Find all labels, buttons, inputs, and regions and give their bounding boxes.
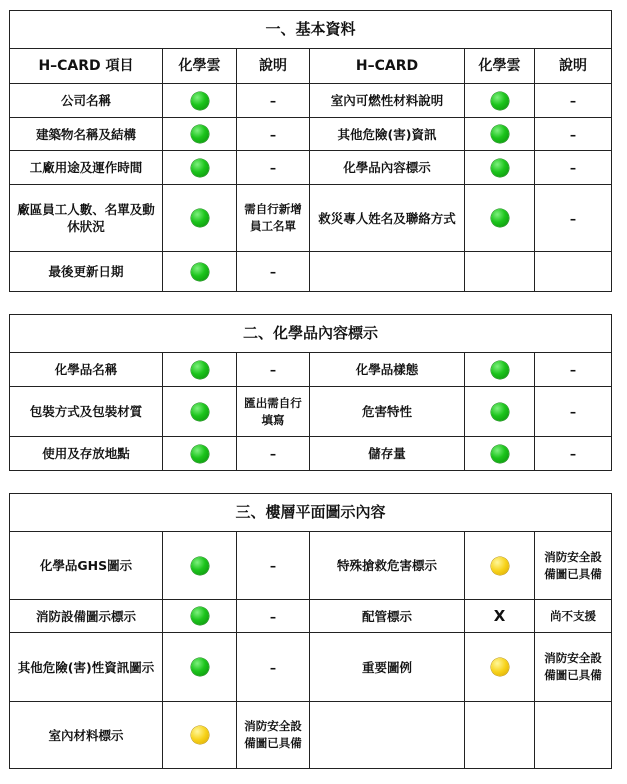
note-cell: –: [237, 437, 310, 471]
table-row: [10, 151, 612, 185]
item-label: 建築物名稱及結構: [10, 118, 163, 151]
status-cell: [163, 600, 237, 633]
green-status-icon: [191, 361, 209, 379]
status-cell: [465, 437, 535, 471]
note-cell: 消防安全設備圖已具備: [237, 702, 310, 769]
note-cell: –: [237, 353, 310, 387]
item-label: 配管標示: [310, 600, 465, 633]
header-chemcloud: 化學雲: [465, 49, 535, 84]
header-description: 說明: [535, 49, 612, 84]
green-status-icon: [191, 445, 209, 463]
table-row: [10, 185, 612, 252]
status-cell: [465, 633, 535, 702]
note-cell: –: [237, 84, 310, 118]
table-row: [10, 387, 612, 437]
header-hcard-item: H–CARD 項目: [10, 49, 163, 84]
note-cell: 尚不支援: [535, 600, 612, 633]
green-status-icon: [191, 403, 209, 421]
status-cell: [465, 353, 535, 387]
table-row: [10, 84, 612, 118]
green-status-icon: [491, 159, 509, 177]
empty-cell: [465, 252, 535, 292]
item-label: 救災專人姓名及聯絡方式: [310, 185, 465, 252]
green-status-icon: [491, 445, 509, 463]
item-label: 包裝方式及包裝材質: [10, 387, 163, 437]
note-cell: –: [535, 151, 612, 185]
section-title: 一、基本資料: [10, 11, 612, 49]
table-row: [10, 600, 612, 633]
status-cell: [465, 151, 535, 185]
item-label: 室內材料標示: [10, 702, 163, 769]
table-row: [10, 702, 612, 769]
note-cell: –: [535, 84, 612, 118]
section-title: 三、樓層平面圖示內容: [10, 494, 612, 532]
green-status-icon: [191, 557, 209, 575]
item-label: 工廠用途及運作時間: [10, 151, 163, 185]
green-status-icon: [191, 159, 209, 177]
status-cell: [465, 387, 535, 437]
item-label: 化學品名稱: [10, 353, 163, 387]
section-basic-info: [9, 10, 612, 292]
item-label: 特殊搶救危害標示: [310, 532, 465, 600]
item-label: 使用及存放地點: [10, 437, 163, 471]
note-cell: –: [535, 353, 612, 387]
status-cell: [465, 600, 535, 633]
empty-cell: [310, 702, 465, 769]
table-row: [10, 437, 612, 471]
empty-cell: [535, 702, 612, 769]
table-row: [10, 353, 612, 387]
table-row: [10, 633, 612, 702]
status-cell: [163, 702, 237, 769]
yellow-status-icon: [491, 658, 509, 676]
section-title: 二、化學品內容標示: [10, 315, 612, 353]
green-status-icon: [491, 125, 509, 143]
green-status-icon: [491, 209, 509, 227]
header-chemcloud: 化學雲: [163, 49, 237, 84]
yellow-status-icon: [191, 726, 209, 744]
table-row: [10, 118, 612, 151]
table-row: [10, 252, 612, 292]
status-cell: [163, 118, 237, 151]
note-cell: –: [237, 600, 310, 633]
green-status-icon: [191, 263, 209, 281]
yellow-status-icon: [491, 557, 509, 575]
item-label: 化學品GHS圖示: [10, 532, 163, 600]
item-label: 其他危險(害)資訊: [310, 118, 465, 151]
item-label: 公司名稱: [10, 84, 163, 118]
green-status-icon: [491, 92, 509, 110]
item-label: 重要圖例: [310, 633, 465, 702]
green-status-icon: [191, 125, 209, 143]
status-cell: [163, 437, 237, 471]
status-cell: [465, 185, 535, 252]
status-cell: [163, 84, 237, 118]
status-cell: [163, 387, 237, 437]
status-cell: [163, 185, 237, 252]
empty-cell: [465, 702, 535, 769]
item-label: 其他危險(害)性資訊圖示: [10, 633, 163, 702]
status-cell: [163, 353, 237, 387]
note-cell: –: [237, 118, 310, 151]
status-cell: [465, 118, 535, 151]
note-cell: –: [535, 185, 612, 252]
header-hcard: H–CARD: [310, 49, 465, 84]
note-cell: –: [237, 252, 310, 292]
section-chemical-labeling: [9, 314, 612, 471]
note-cell: –: [535, 437, 612, 471]
green-status-icon: [191, 607, 209, 625]
note-cell: –: [237, 532, 310, 600]
item-label: 化學品樣態: [310, 353, 465, 387]
status-cell: [163, 532, 237, 600]
status-cell: [465, 84, 535, 118]
note-cell: 消防安全設備圖已具備: [535, 532, 612, 600]
green-status-icon: [491, 403, 509, 421]
item-label: 廠區員工人數、名單及動休狀況: [10, 185, 163, 252]
item-label: 危害特性: [310, 387, 465, 437]
green-status-icon: [191, 209, 209, 227]
note-cell: –: [535, 387, 612, 437]
note-cell: –: [535, 118, 612, 151]
status-cell: [465, 532, 535, 600]
section-floor-plan: [9, 493, 612, 769]
note-cell: 需自行新增員工名單: [237, 185, 310, 252]
green-status-icon: [191, 92, 209, 110]
item-label: 儲存量: [310, 437, 465, 471]
green-status-icon: [191, 658, 209, 676]
table-row: [10, 532, 612, 600]
note-cell: 匯出需自行填寫: [237, 387, 310, 437]
item-label: 最後更新日期: [10, 252, 163, 292]
note-cell: –: [237, 633, 310, 702]
item-label: 室內可燃性材料說明: [310, 84, 465, 118]
x-mark-icon: X: [493, 606, 506, 625]
note-cell: –: [237, 151, 310, 185]
item-label: 化學品內容標示: [310, 151, 465, 185]
empty-cell: [535, 252, 612, 292]
status-cell: [163, 633, 237, 702]
status-cell: [163, 151, 237, 185]
note-cell: 消防安全設備圖已具備: [535, 633, 612, 702]
green-status-icon: [491, 361, 509, 379]
status-cell: [163, 252, 237, 292]
empty-cell: [310, 252, 465, 292]
header-description: 說明: [237, 49, 310, 84]
item-label: 消防設備圖示標示: [10, 600, 163, 633]
